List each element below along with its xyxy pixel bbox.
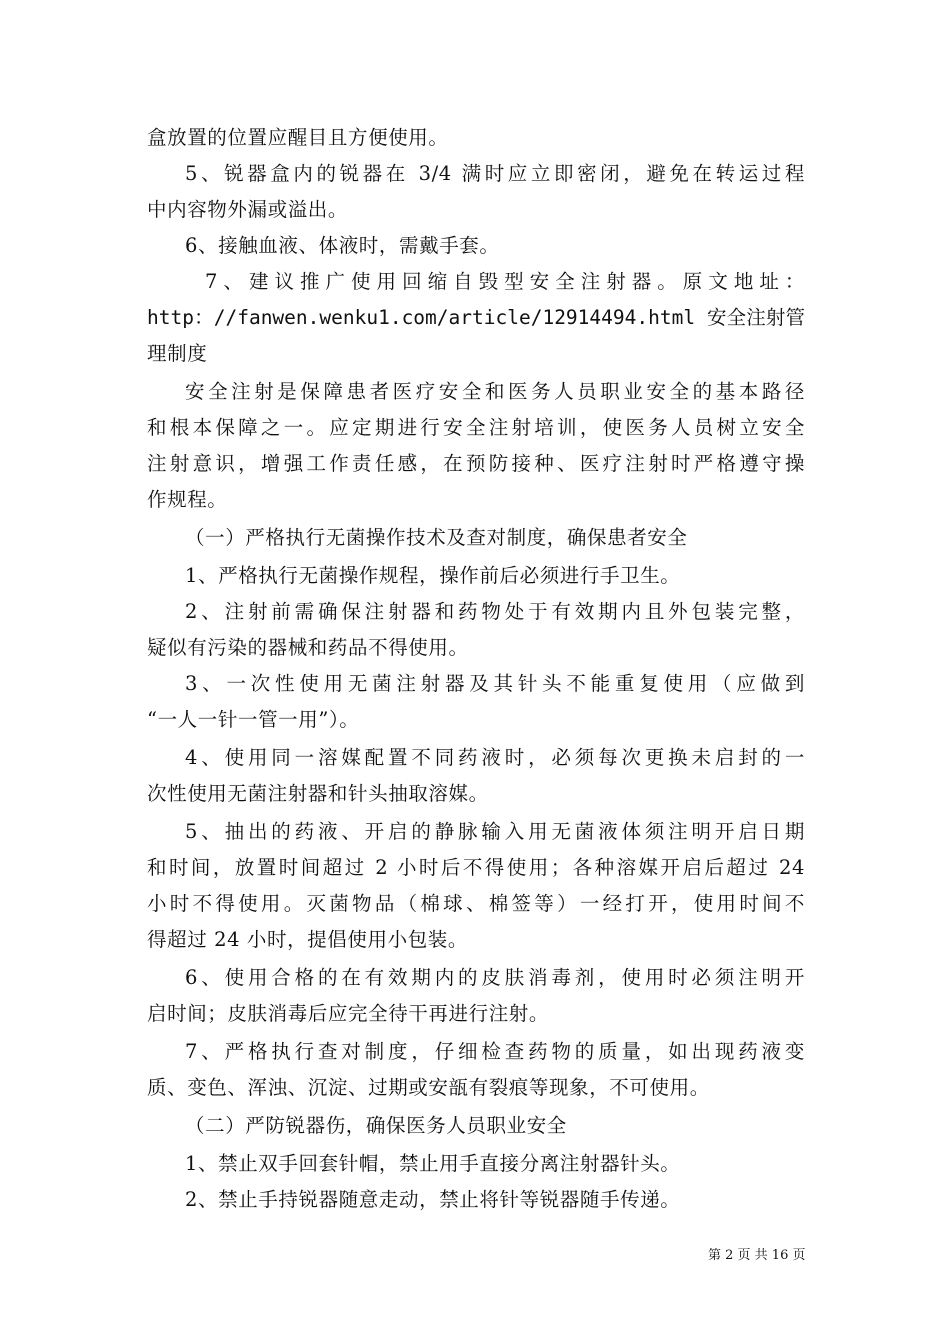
- text-line: 小时不得使用。灭菌物品（棉球、棉签等）一经打开，使用时间不: [147, 892, 805, 915]
- text-line: 作规程。: [147, 488, 228, 511]
- text-line: 7、建议推广使用回缩自毁型安全注射器。原文地址：: [205, 270, 805, 293]
- text-line: “一人一针一管一用”）。: [147, 708, 360, 731]
- text-line: 质、变色、浑浊、沉淀、过期或安瓿有裂痕等现象，不可使用。: [147, 1076, 710, 1099]
- text-line: 6、接触血液、体液时，需戴手套。: [185, 234, 500, 257]
- text-line: http：//fanwen.wenku1.com/article/12914494.html 安全注射管: [147, 306, 805, 329]
- text-line: 次性使用无菌注射器和针头抽取溶媒。: [147, 782, 489, 805]
- text-line: 5、锐器盒内的锐器在 3/4 满时应立即密闭，避免在转运过程: [185, 162, 805, 185]
- page-number: 第 2 页 共 16 页: [708, 1248, 806, 1263]
- text-line: 中内容物外漏或溢出。: [147, 198, 349, 221]
- text-line: 盒放置的位置应醒目且方便使用。: [147, 126, 449, 149]
- text-line: 和根本保障之一。应定期进行安全注射培训，使医务人员树立安全: [147, 416, 805, 439]
- text-line: 理制度: [147, 342, 208, 365]
- text-line: 安全注射是保障患者医疗安全和医务人员职业安全的基本路径: [185, 380, 805, 403]
- text-line: 1、严格执行无菌操作规程，操作前后必须进行手卫生。: [185, 564, 681, 587]
- text-line: 疑似有污染的器械和药品不得使用。: [147, 636, 469, 659]
- text-line: 4、使用同一溶媒配置不同药液时，必须每次更换未启封的一: [185, 746, 805, 769]
- text-line: 3、一次性使用无菌注射器及其针头不能重复使用（应做到: [185, 672, 805, 695]
- text-line: 2、禁止手持锐器随意走动，禁止将针等锐器随手传递。: [185, 1188, 681, 1211]
- text-line: 6、使用合格的在有效期内的皮肤消毒剂，使用时必须注明开: [185, 966, 805, 989]
- text-line: 启时间；皮肤消毒后应完全待干再进行注射。: [147, 1002, 550, 1025]
- text-line: 和时间，放置时间超过 2 小时后不得使用；各种溶媒开启后超过 24: [147, 856, 805, 879]
- text-line: 得超过 24 小时，提倡使用小包装。: [147, 928, 469, 951]
- text-line: 1、禁止双手回套针帽，禁止用手直接分离注射器针头。: [185, 1152, 681, 1175]
- section-heading: （二）严防锐器伤，确保医务人员职业安全: [185, 1114, 567, 1137]
- section-heading: （一）严格执行无菌操作技术及查对制度，确保患者安全: [185, 526, 688, 549]
- text-line: 5、抽出的药液、开启的静脉输入用无菌液体须注明开启日期: [185, 820, 805, 843]
- text-line: 注射意识，增强工作责任感，在预防接种、医疗注射时严格遵守操: [147, 452, 805, 475]
- text-line: 2、注射前需确保注射器和药物处于有效期内且外包装完整，: [185, 600, 805, 623]
- text-line: 7、严格执行查对制度，仔细检查药物的质量，如出现药液变: [185, 1040, 805, 1063]
